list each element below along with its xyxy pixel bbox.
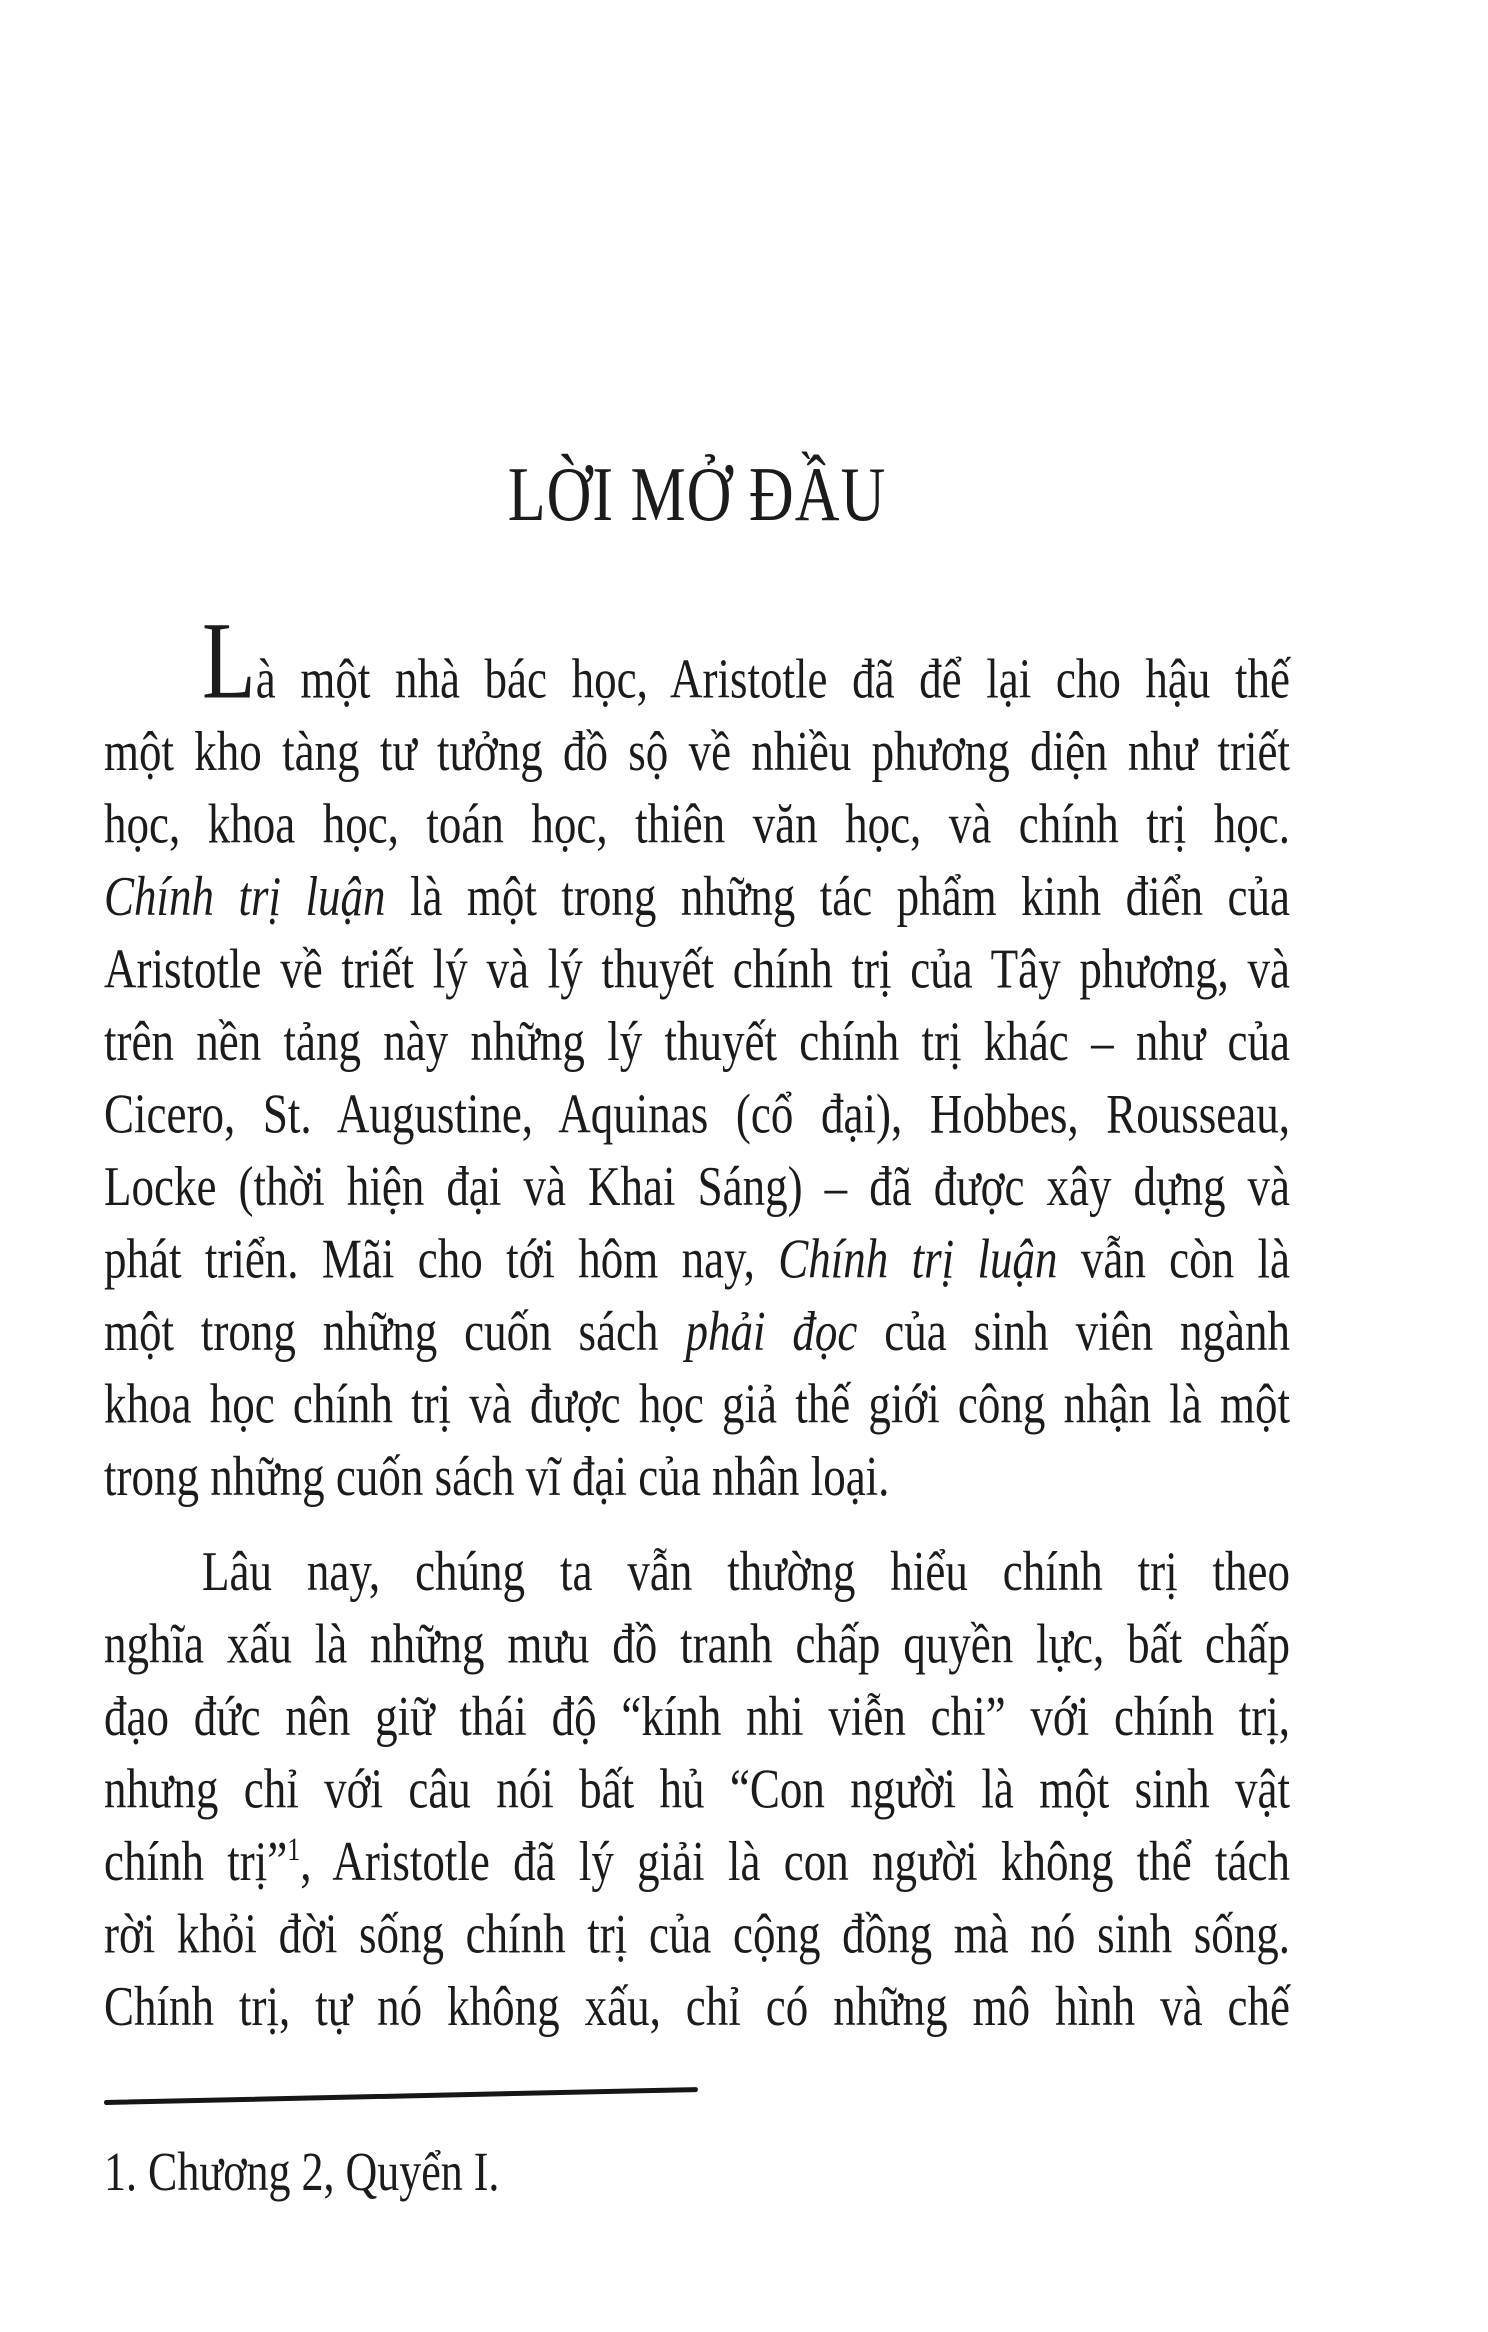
- page-title: LỜI MỞ ĐẦU: [507, 452, 887, 538]
- drop-cap: L: [202, 601, 256, 723]
- text-line: [104, 1535, 1290, 1608]
- text-line: [104, 1680, 1290, 1753]
- text-segment: trên nền tảng này những lý thuyết chính trị khác – như của: [104, 1010, 1290, 1073]
- footnote-rule: [104, 2087, 698, 2105]
- body-text: [104, 601, 1290, 2043]
- text-line: [104, 933, 1290, 1006]
- text-segment: khoa học chính trị và được học giả thế giới công nhận là một: [104, 1372, 1290, 1435]
- text-segment: trong những cuốn sách vĩ đại của nhân loại.: [104, 1445, 890, 1508]
- text-segment: Chính trị, tự nó không xấu, chỉ có những mô hình và chế: [104, 1975, 1290, 2038]
- paragraph: [104, 601, 1290, 1513]
- text-segment: vẫn còn là: [1057, 1227, 1290, 1290]
- text-line: [104, 1825, 1290, 1898]
- text-line: [104, 1150, 1290, 1223]
- italic-text: phải đọc: [685, 1300, 858, 1363]
- text-line: [104, 1440, 1290, 1513]
- text-line: [104, 715, 1290, 788]
- text-segment: rời khỏi đời sống chính trị của cộng đồng mà nó sinh sống.: [104, 1902, 1290, 1965]
- text-line: [104, 601, 1290, 723]
- text-line: [104, 1078, 1290, 1151]
- footnote: 1. Chương 2, Quyển I.: [104, 2141, 500, 2203]
- paragraph: [104, 1535, 1290, 2043]
- text-line: [104, 1608, 1290, 1681]
- text-segment: học, khoa học, toán học, thiên văn học, và chính trị học.: [104, 792, 1290, 855]
- text-segment: của sinh viên ngành: [857, 1300, 1290, 1363]
- text-line: [104, 788, 1290, 861]
- text-segment: chính trị”: [104, 1830, 288, 1893]
- text-segment: Lâu nay, chúng ta vẫn thường hiểu chính trị theo: [202, 1540, 1290, 1603]
- text-line: [104, 1223, 1290, 1296]
- text-segment: đạo đức nên giữ thái độ “kính nhi viễn chi” với chính trị,: [104, 1685, 1290, 1748]
- text-line: [104, 1368, 1290, 1441]
- text-line: [104, 1970, 1290, 2043]
- text-line: [104, 1005, 1290, 1078]
- text-segment: Cicero, St. Augustine, Aquinas (cổ đại), Hobbes, Rousseau,: [104, 1082, 1290, 1145]
- text-line: [104, 1753, 1290, 1826]
- italic-text: Chính trị luận: [104, 865, 386, 928]
- text-line: [104, 860, 1290, 933]
- text-segment: nhưng chỉ với câu nói bất hủ “Con người là một sinh vật: [104, 1757, 1290, 1820]
- text-line: [104, 1898, 1290, 1971]
- text-segment: à một nhà bác học, Aristotle đã để lại cho hậu thế: [255, 647, 1290, 710]
- italic-text: Chính trị luận: [778, 1227, 1058, 1290]
- text-segment: phát triển. Mãi cho tới hôm nay,: [104, 1227, 779, 1290]
- text-segment: một trong những cuốn sách: [104, 1300, 686, 1363]
- text-line: [104, 1295, 1290, 1368]
- text-segment: nghĩa xấu là những mưu đồ tranh chấp quyền lực, bất chấp: [104, 1612, 1290, 1675]
- text-segment: một kho tàng tư tưởng đồ sộ về nhiều phương diện như triết: [104, 720, 1290, 783]
- text-segment: là một trong những tác phẩm kinh điển của: [385, 865, 1290, 928]
- text-segment: Aristotle về triết lý và lý thuyết chính trị của Tây phương, và: [104, 937, 1290, 1000]
- text-segment: , Aristotle đã lý giải là con người không thể tách: [300, 1830, 1290, 1893]
- footnote-ref: 1: [287, 1831, 301, 1868]
- text-segment: Locke (thời hiện đại và Khai Sáng) – đã được xây dựng và: [104, 1155, 1290, 1218]
- page-content: [104, 440, 1290, 2208]
